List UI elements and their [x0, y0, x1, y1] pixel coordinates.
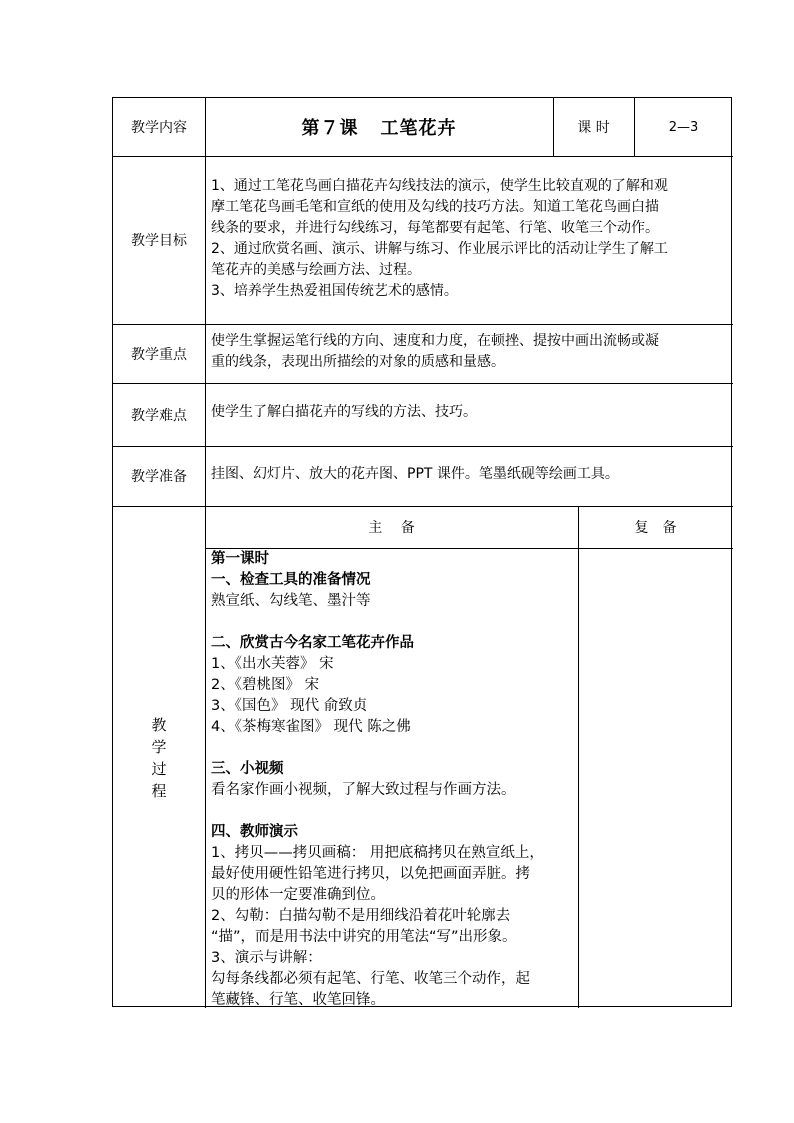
key-points-label: 教学重点	[131, 346, 187, 363]
blank-line	[211, 612, 574, 633]
text-line: 2、通过欣赏名画、演示、讲解与练习、作业展示评比的活动让学生了解工	[211, 241, 668, 257]
content-label: 教学内容	[131, 120, 187, 136]
review-prep-header: 复 备	[634, 520, 677, 536]
process-label	[113, 506, 205, 1008]
key-points-text	[205, 324, 733, 383]
text-line: 摩工笔花鸟画毛笔和宣纸的使用及勾线的技巧方法。知道工笔花鸟画白描	[211, 199, 659, 215]
plan-line: 3、演示与讲解：	[211, 950, 322, 966]
difficulties-text: 使学生了解白描花卉的写线的方法、技巧。	[211, 404, 477, 420]
lesson-name: 工笔花卉	[380, 118, 457, 139]
objectives-text	[205, 156, 733, 324]
plan-line: 1、拷贝——拷贝画稿： 用把底稿拷贝在熟宣纸上，	[211, 845, 544, 861]
plan-line: 笔藏锋、行笔、收笔回锋。	[211, 992, 385, 1007]
process-label-char: 学	[151, 738, 167, 756]
blank-line	[211, 738, 574, 759]
plan-line: 最好使用硬性铅笔进行拷贝，以免把画面弄脏。拷	[211, 866, 530, 882]
plan-line: 熟宣纸、勾线笔、墨汁等	[211, 593, 371, 609]
plan-line: 1、《出水芙蓉》 宋	[211, 656, 334, 672]
section-heading: 三、小视频	[211, 761, 284, 777]
lesson-title	[205, 98, 553, 156]
plan-line: 贝的形体一定要准确到位。	[211, 887, 385, 903]
difficulties-label: 教学难点	[131, 407, 187, 424]
process-label-char: 教	[151, 716, 167, 734]
main-prep-header: 主 备	[368, 520, 415, 536]
plan-line: 看名家作画小视频，了解大致过程与作画方法。	[211, 782, 516, 798]
main-prep-content	[205, 549, 578, 1007]
plan-line: 4、《茶梅寒雀图》 现代 陈之佛	[211, 719, 411, 735]
lesson-number: 第７课	[301, 118, 359, 139]
review-prep-content	[578, 549, 733, 1007]
text-line: 重的线条，表现出所描绘的对象的质感和量感。	[211, 354, 505, 370]
plan-line: 2、《碧桃图》 宋	[211, 677, 320, 693]
preparation-label: 教学准备	[131, 469, 187, 485]
plan-line: “描”，而是用书法中讲究的用笔法“写”出形象。	[211, 929, 517, 945]
section-heading: 二、欣赏古今名家工笔花卉作品	[211, 635, 414, 651]
plan-line: 3、《国色》 现代 俞致贞	[211, 698, 368, 714]
text-line: 线条的要求，并进行勾线练习，每笔都要有起笔、行笔、收笔三个动作。	[211, 220, 659, 236]
hours-label: 课 时	[577, 120, 610, 136]
text-line: 1、通过工笔花鸟画白描花卉勾线技法的演示，使学生比较直观的了解和观	[211, 178, 668, 194]
section-heading: 第一课时	[211, 551, 269, 567]
text-line: 使学生掌握运笔行线的方向、速度和力度，在顿挫、提按中画出流畅或凝	[211, 333, 659, 349]
objectives-label: 教学目标	[131, 233, 187, 249]
preparation-text: 挂图、幻灯片、放大的花卉图、PPT 课件。笔墨纸砚等绘画工具。	[211, 466, 619, 482]
section-heading: 一、检查工具的准备情况	[211, 572, 371, 588]
process-label-char: 程	[151, 782, 167, 800]
text-line: 笔花卉的美感与绘画方法、过程。	[211, 262, 421, 278]
text-line: 3、培养学生热爱祖国传统艺术的感情。	[211, 283, 458, 299]
plan-line: 2、勾勒：白描勾勒不是用细线沿着花叶轮廓去	[211, 908, 511, 924]
plan-line: 勾每条线都必须有起笔、行笔、收笔三个动作，起	[211, 971, 530, 987]
process-label-char: 过	[151, 760, 167, 778]
section-heading: 四、教师演示	[211, 824, 298, 840]
hours-value: 2—3	[668, 119, 699, 135]
blank-line	[211, 801, 574, 822]
lesson-plan-table	[112, 97, 732, 1007]
